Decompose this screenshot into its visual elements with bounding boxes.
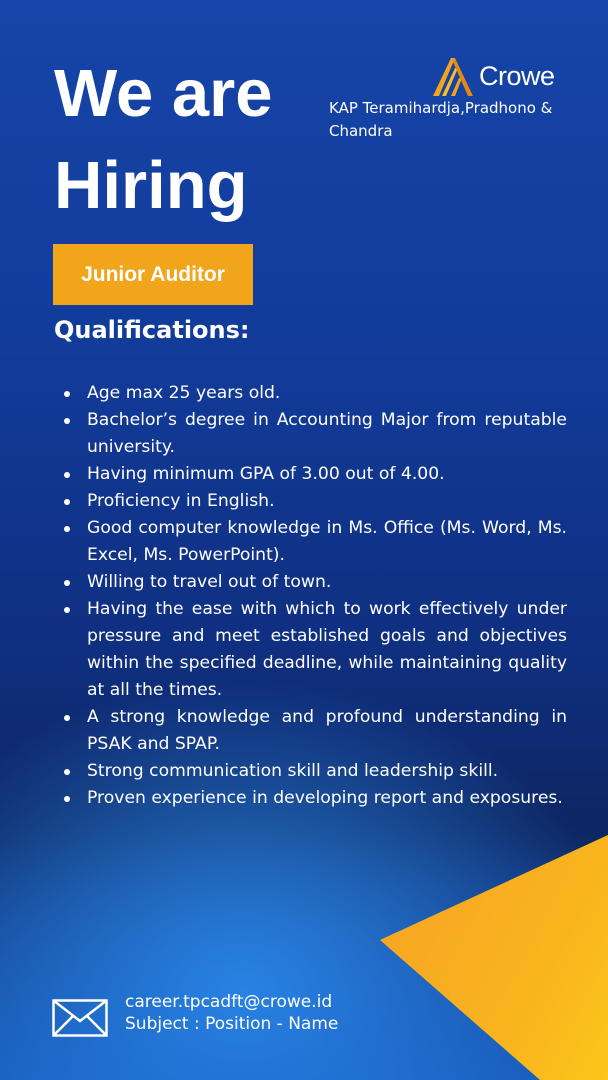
contact-subject: Subject : Position - Name: [125, 1014, 339, 1034]
qualification-item: Proven experience in developing report and exposures.: [60, 785, 567, 812]
qualifications-heading: Qualifications:: [54, 316, 250, 344]
contact-email[interactable]: career.tpcadft@crowe.id: [125, 992, 333, 1012]
crowe-logo: [433, 56, 555, 96]
company-name: KAP Teramihardja,Pradhono & Chandra: [329, 99, 553, 140]
qualification-item: Bachelor’s degree in Accounting Major from reputable university.: [60, 407, 567, 461]
page-title: We are Hiring: [54, 56, 273, 223]
logo-text: Crowe: [479, 60, 555, 91]
qualifications-list: [60, 380, 567, 812]
mail-icon: [52, 999, 108, 1037]
qualification-item: Good computer knowledge in Ms. Office (Ms. Word, Ms. Excel, Ms. PowerPoint).: [60, 515, 567, 569]
qualification-item: A strong knowledge and profound understanding in PSAK and SPAP.: [60, 704, 567, 758]
qualification-item: Having minimum GPA of 3.00 out of 4.00.: [60, 461, 567, 488]
qualification-item: Having the ease with which to work effectively under pressure and meet established goals and objectives within the specified deadline, while maintaining quality at all the times.: [60, 596, 567, 704]
qualification-item: Strong communication skill and leadership skill.: [60, 758, 567, 785]
contact-info: [125, 991, 338, 1035]
qualification-item: Age max 25 years old.: [60, 380, 567, 407]
crowe-logo-icon: [433, 56, 475, 96]
position-badge: Junior Auditor: [53, 244, 253, 305]
qualification-item: Willing to travel out of town.: [60, 569, 567, 596]
qualification-item: Proficiency in English.: [60, 488, 567, 515]
